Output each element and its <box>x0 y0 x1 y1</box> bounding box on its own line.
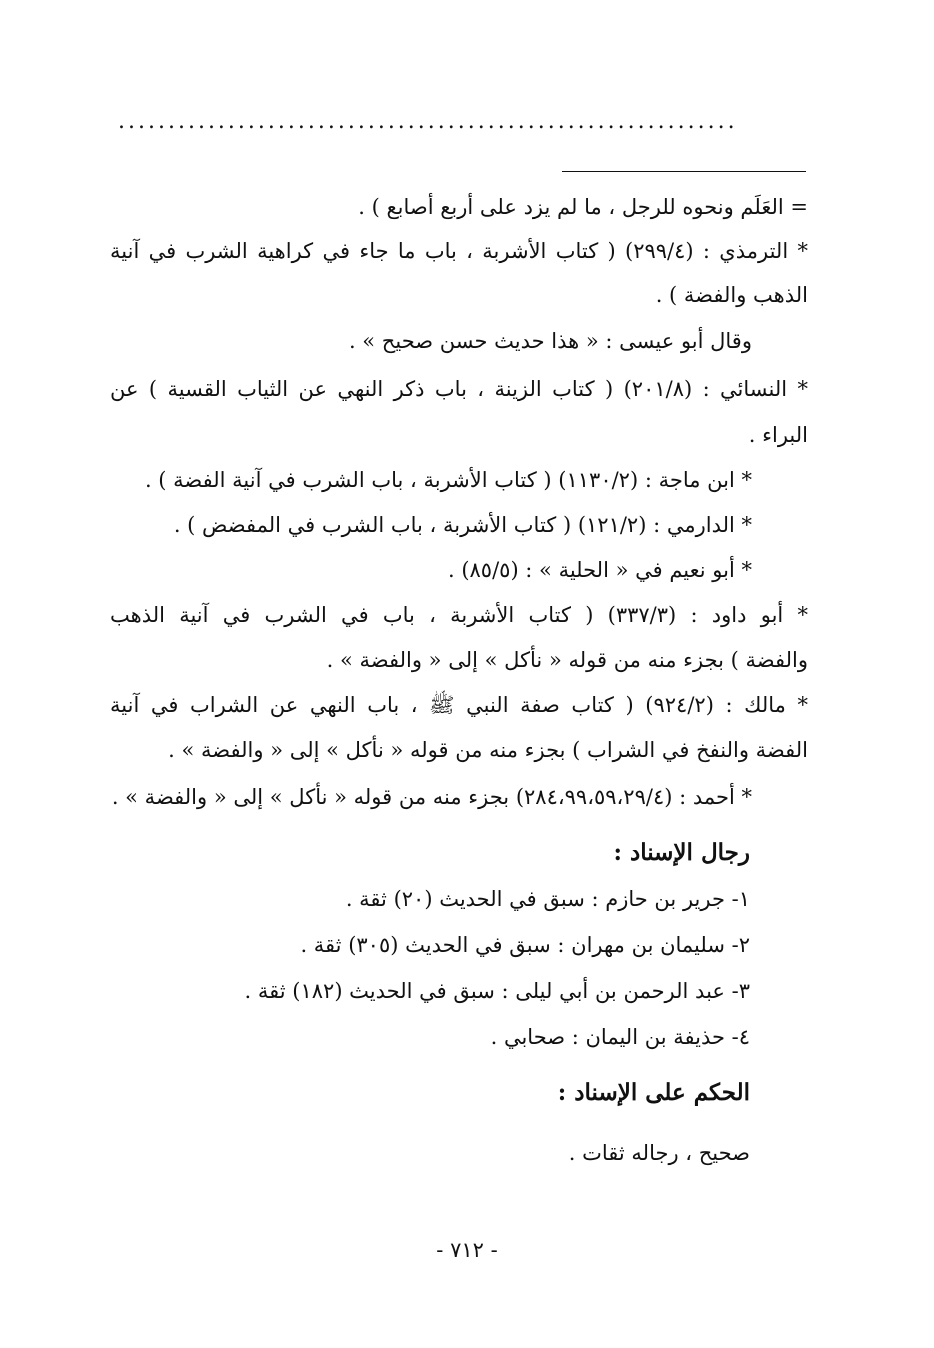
footnote-line: وقال أبو عيسى : « هذا حديث حسن صحيح » . <box>348 329 752 353</box>
narrator-item: ٤- حذيفة بن اليمان : صحابي . <box>490 1025 750 1049</box>
footnote-rule <box>562 171 806 172</box>
ruling-heading: الحكم على الإسناد : <box>557 1079 750 1106</box>
separator-dots: .............................................................. <box>118 112 738 132</box>
narrator-item: ١- جرير بن حازم : سبق في الحديث (٢٠) ثقة . <box>345 887 750 911</box>
footnote-line: * مالك : (٩٢٤/٢) ( كتاب صفة النبي ﷺ ، باب النهي عن الشراب في آنية <box>110 693 808 717</box>
page-number: - ٧١٢ - <box>436 1238 498 1262</box>
footnote-line: * أبو داود : (٣٣٧/٣) ( كتاب الأشربة ، باب في الشرب في آنية الذهب <box>110 603 808 627</box>
ruling-text: صحيح ، رجاله ثقات . <box>568 1141 750 1165</box>
footnote-line: الذهب والفضة ) . <box>655 283 808 307</box>
footnote-line: * النسائي : (٢٠١/٨) ( كتاب الزينة ، باب ذكر النهي عن الثياب القسية ) عن <box>110 377 808 401</box>
narrator-item: ٢- سليمان بن مهران : سبق في الحديث (٣٠٥) ثقة . <box>300 933 750 957</box>
footnote-line: * الترمذي : (٢٩٩/٤) ( كتاب الأشربة ، باب ما جاء في كراهية الشرب في آنية <box>110 239 808 263</box>
footnote-line: * الدارمي : (١٢١/٢) ( كتاب الأشربة ، باب الشرب في المفضض ) . <box>173 513 752 537</box>
footnote-line: * ابن ماجة : (١١٣٠/٢) ( كتاب الأشربة ، باب الشرب في آنية الفضة ) . <box>144 468 752 492</box>
footnote-line: والفضة ) بجزء منه من قوله « نأكل » إلى « والفضة » . <box>326 648 808 672</box>
footnote-line: الفضة والنفخ في الشراب ) بجزء منه من قوله « نأكل » إلى « والفضة » . <box>168 738 808 762</box>
footnote-line: البراء . <box>748 423 808 447</box>
narrator-item: ٣- عبد الرحمن بن أبي ليلى : سبق في الحديث (١٨٢) ثقة . <box>244 979 750 1003</box>
isnad-heading: رجال الإسناد : <box>613 839 750 866</box>
footnote-line: * أحمد : (٢٨٤،٩٩،٥٩،٢٩/٤) بجزء منه من قوله « نأكل » إلى « والفضة » . <box>111 785 752 809</box>
footnote-line: = العَلَم ونحوه للرجل ، ما لم يزد على أربع أصابع ) . <box>358 195 808 219</box>
footnote-line: * أبو نعيم في « الحلية » : (٨٥/٥) . <box>447 558 752 582</box>
